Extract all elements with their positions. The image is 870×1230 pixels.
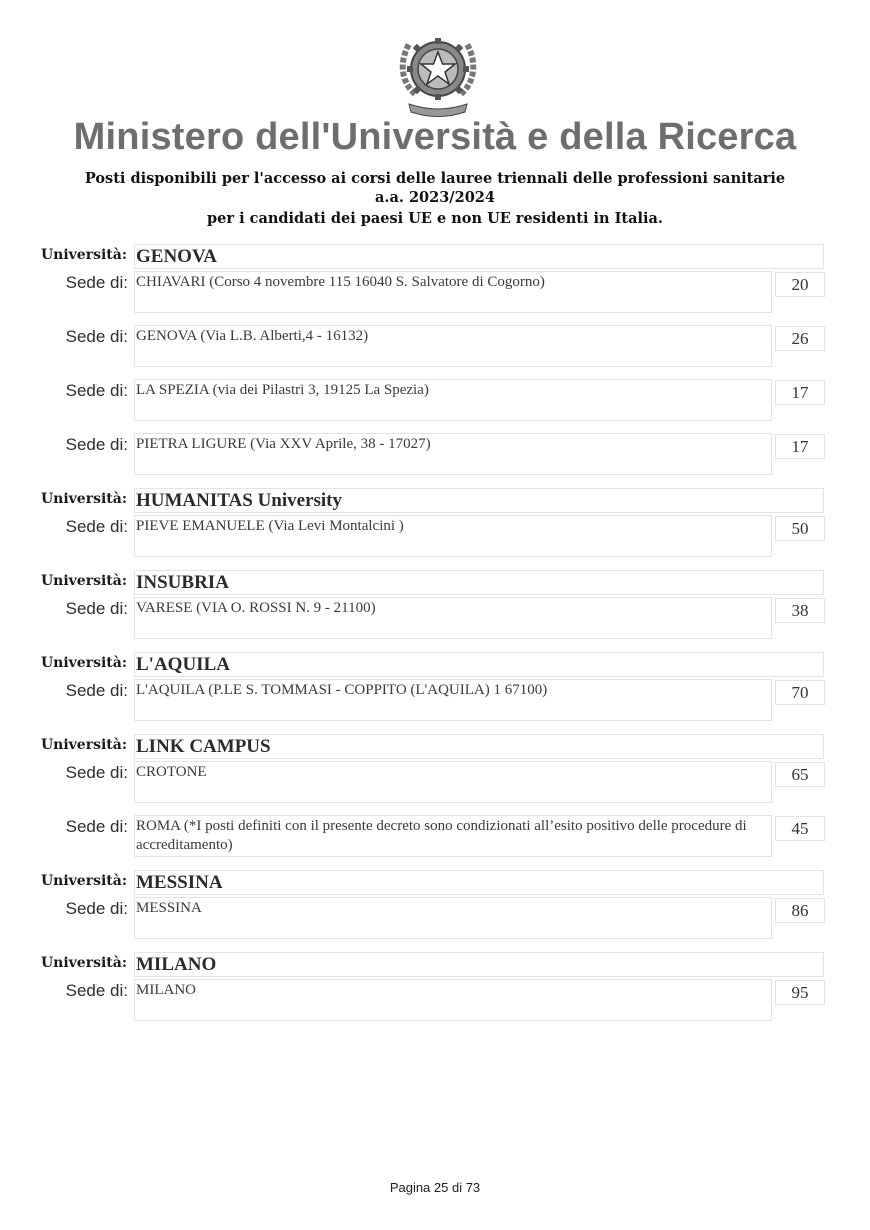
posti-count: 38 <box>775 598 825 623</box>
university-row <box>0 569 870 597</box>
university-label: Università: <box>40 955 127 971</box>
sede-row <box>0 815 870 869</box>
sede-label: Sede di: <box>65 381 128 400</box>
sede-label: Sede di: <box>65 981 128 1000</box>
sede-row <box>0 761 870 815</box>
university-name-box <box>134 244 824 269</box>
university-label: Università: <box>40 873 127 889</box>
university-row <box>0 951 870 979</box>
sede-label: Sede di: <box>65 817 128 836</box>
university-name: L'AQUILA <box>136 654 230 675</box>
posti-count: 65 <box>775 762 825 787</box>
sede-row <box>0 379 870 433</box>
sede-row <box>0 515 870 569</box>
sede-row <box>0 433 870 487</box>
university-row <box>0 869 870 897</box>
posti-count: 17 <box>775 434 825 459</box>
sede-address: GENOVA (Via L.B. Alberti,4 - 16132) <box>136 328 369 344</box>
sede-address: PIETRA LIGURE (Via XXV Aprile, 38 - 17027) <box>136 436 431 452</box>
sede-address: CHIAVARI (Corso 4 novembre 115 16040 S. Salvatore di Cogorno) <box>136 274 545 290</box>
university-name-box <box>134 952 824 977</box>
university-name: LINK CAMPUS <box>136 736 271 757</box>
posti-count: 70 <box>775 680 825 705</box>
posti-count: 95 <box>775 980 825 1005</box>
sede-address: MILANO <box>136 982 196 998</box>
sede-label: Sede di: <box>65 435 128 454</box>
posti-count: 86 <box>775 898 825 923</box>
republic-emblem-icon <box>393 24 483 120</box>
university-name-box <box>134 652 824 677</box>
university-row <box>0 243 870 271</box>
subtitle-line-1: Posti disponibili per l'accesso ai corsi delle lauree triennali delle professioni sanitarie <box>84 170 786 187</box>
sede-address: CROTONE <box>136 764 207 780</box>
sede-row <box>0 325 870 379</box>
subtitle-line-2: a.a. 2023/2024 <box>375 189 495 206</box>
sede-address: VARESE (VIA O. ROSSI N. 9 - 21100) <box>136 600 376 616</box>
sede-address: L'AQUILA (P.LE S. TOMMASI - COPPITO (L'AQUILA) 1 67100) <box>136 682 548 698</box>
sede-address: LA SPEZIA (via dei Pilastri 3, 19125 La Spezia) <box>136 382 429 398</box>
sede-label: Sede di: <box>65 517 128 536</box>
university-name-box <box>134 570 824 595</box>
university-row <box>0 651 870 679</box>
university-label: Università: <box>40 737 127 753</box>
sede-address: ROMA (*I posti definiti con il presente decreto sono condizionati all’esito positivo delle procedure di accreditamento) <box>136 818 747 853</box>
university-row <box>0 487 870 515</box>
university-label: Università: <box>40 247 127 263</box>
university-list <box>0 243 870 1033</box>
sede-label: Sede di: <box>65 899 128 918</box>
university-name: HUMANITAS University <box>136 490 343 511</box>
sede-row <box>0 679 870 733</box>
page-number: Pagina 25 di 73 <box>389 1180 481 1195</box>
posti-count: 50 <box>775 516 825 541</box>
university-name: MESSINA <box>136 872 223 893</box>
sede-label: Sede di: <box>65 763 128 782</box>
university-label: Università: <box>40 573 127 589</box>
university-row <box>0 733 870 761</box>
sede-row <box>0 271 870 325</box>
sede-label: Sede di: <box>65 599 128 618</box>
sede-row <box>0 897 870 951</box>
sede-label: Sede di: <box>65 327 128 346</box>
subtitle-line-3: per i candidati dei paesi UE e non UE residenti in Italia. <box>207 210 663 227</box>
posti-count: 17 <box>775 380 825 405</box>
university-name: INSUBRIA <box>136 572 229 593</box>
sede-address: PIEVE EMANUELE (Via Levi Montalcini ) <box>136 518 404 534</box>
posti-count: 20 <box>775 272 825 297</box>
posti-count: 26 <box>775 326 825 351</box>
sede-label: Sede di: <box>65 273 128 292</box>
sede-row <box>0 597 870 651</box>
sede-row <box>0 979 870 1033</box>
university-label: Università: <box>40 491 127 507</box>
university-name: MILANO <box>136 954 217 975</box>
university-label: Università: <box>40 655 127 671</box>
posti-count: 45 <box>775 816 825 841</box>
ministry-title: Ministero dell'Università e della Ricerca <box>73 116 797 158</box>
university-name-box <box>134 870 824 895</box>
university-name: GENOVA <box>136 246 217 267</box>
sede-address: MESSINA <box>136 900 202 916</box>
sede-label: Sede di: <box>65 681 128 700</box>
